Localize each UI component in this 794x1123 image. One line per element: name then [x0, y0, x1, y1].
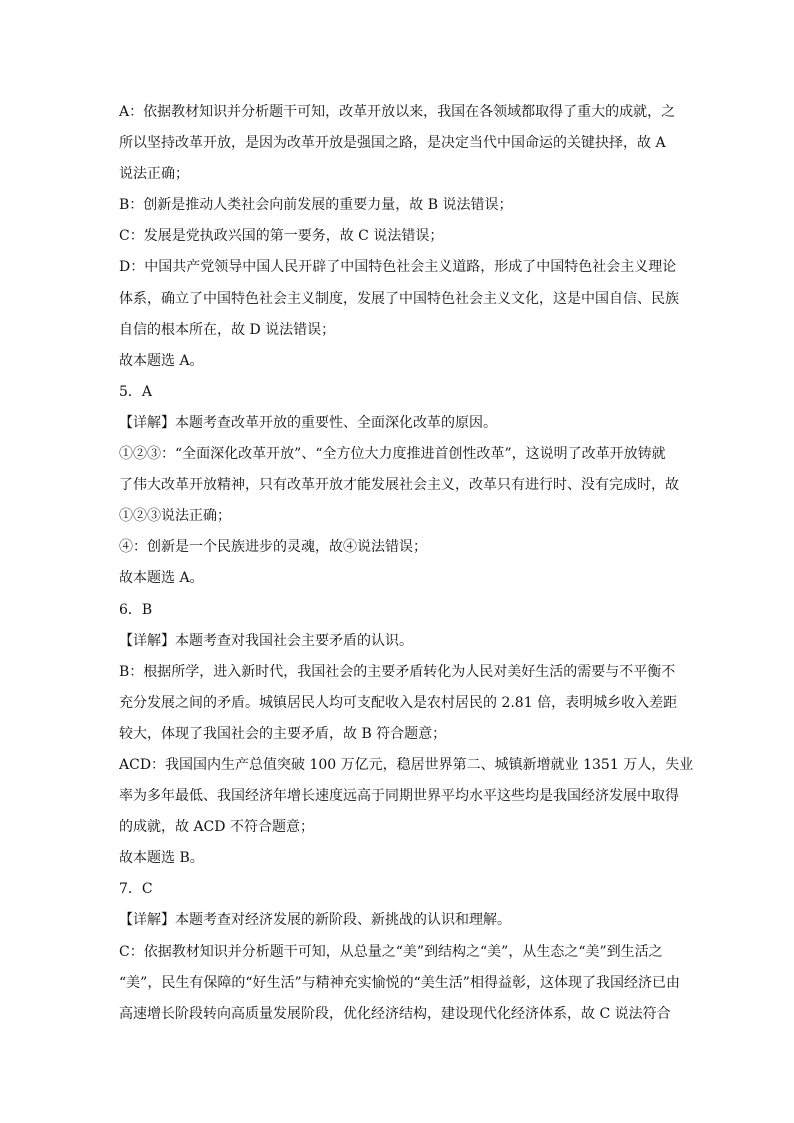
text-line: 了伟大改革开放精神，只有改革开放才能发展社会主义，改革只有进行时、没有完成时，故 [119, 477, 679, 494]
text-line: D：中国共产党领导中国人民开辟了中国特色社会主义道路，形成了中国特色社会主义理论 [119, 259, 677, 276]
explanation-heading: 【详解】本题考查改革开放的重要性、全面深化改革的原因。 [119, 414, 497, 431]
text-line: C：依据教材知识并分析题干可知，从总量之“美”到结构之“美”，从生态之“美”到生活之 [119, 943, 663, 960]
text-line: ①②③说法正确； [119, 508, 231, 525]
text-line: 自信的根本所在，故 D 说法错误； [119, 321, 336, 338]
text-line: B：根据所学，进入新时代，我国社会的主要矛盾转化为人民对美好生活的需要与不平衡不 [119, 663, 676, 680]
text-line: ①②③：“全面深化改革开放”、“全方位大力度推进首创性改革”，这说明了改革开放铸就 [119, 446, 666, 463]
text-line: 的成就，故 ACD 不符合题意； [119, 819, 314, 836]
text-line: B：创新是推动人类社会向前发展的重要力量，故 B 说法错误； [119, 197, 513, 214]
text-line: 率为多年最低、我国经济年增长速度远高于同期世界平均水平这些均是我国经济发展中取得 [119, 788, 679, 805]
text-line: 体系，确立了中国特色社会主义制度，发展了中国特色社会主义文化，这是中国自信、民族 [119, 290, 679, 307]
question-number: 6．B [119, 601, 153, 618]
text-line: ④：创新是一个民族进步的灵魂，故④说法错误； [119, 539, 427, 556]
text-line: 故本题选 A。 [119, 352, 204, 369]
text-line: A：依据教材知识并分析题干可知，改革开放以来，我国在各领域都取得了重大的成就，之 [119, 104, 676, 120]
text-line: 所以坚持改革开放，是因为改革开放是强国之路，是决定当代中国命运的关键抉择，故 A [119, 135, 666, 152]
text-line: 说法正确； [119, 166, 189, 183]
text-line: 高速增长阶段转向高质量发展阶段，优化经济结构，建设现代化经济体系，故 C 说法符合 [119, 1005, 671, 1022]
text-line: ACD：我国国内生产总值突破 100 万亿元，稳居世界第二、城镇新增就业 1351 万人，失业 [119, 756, 694, 773]
answer-explanation-text [119, 97, 694, 1030]
text-line: “美”，民生有保障的“好生活”与精神充实愉悦的“美生活”相得益彰，这体现了我国经济已由 [119, 974, 680, 991]
text-line: C：发展是党执政兴国的第一要务，故 C 说法错误； [119, 228, 444, 245]
text-line: 故本题选 A。 [119, 570, 204, 587]
explanation-heading: 【详解】本题考查对经济发展的新阶段、新挑战的认识和理解。 [119, 912, 511, 929]
question-number: 7．C [119, 881, 153, 898]
question-number: 5．A [119, 383, 153, 400]
explanation-heading: 【详解】本题考查对我国社会主要矛盾的认识。 [119, 632, 413, 649]
text-line: 故本题选 B。 [119, 850, 204, 867]
text-line: 较大，体现了我国社会的主要矛盾，故 B 符合题意； [119, 725, 447, 742]
text-line: 充分发展之间的矛盾。城镇居民人均可支配收入是农村居民的 2.81 倍，表明城乡收入差距 [119, 694, 678, 711]
